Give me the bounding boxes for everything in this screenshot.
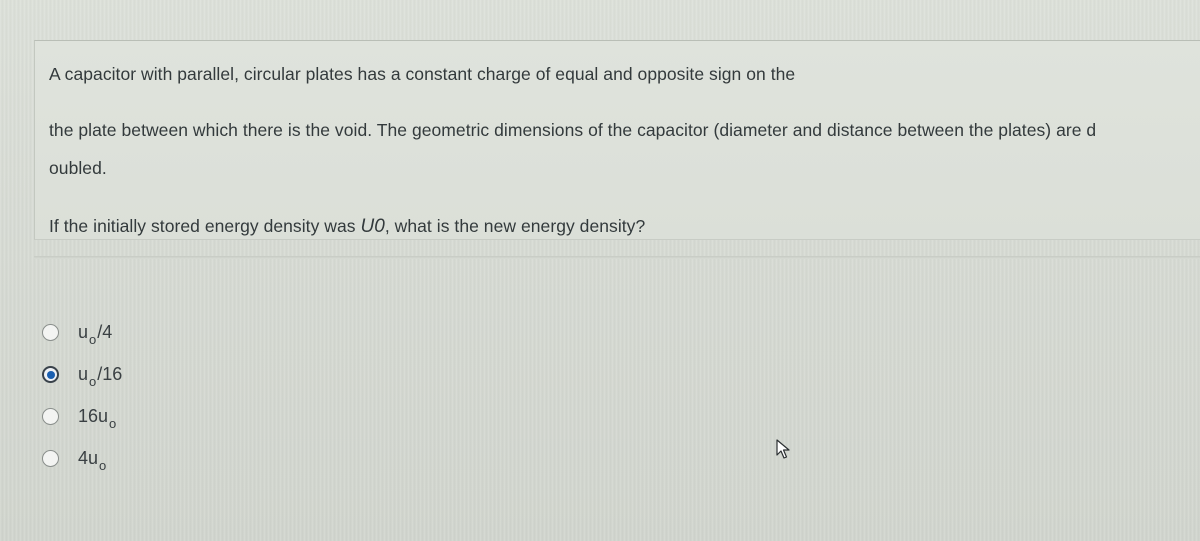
divider (34, 256, 1200, 259)
answer-option-1[interactable] (40, 320, 122, 362)
radio-button-icon[interactable] (42, 450, 59, 467)
question-text-line-2: the plate between which there is the void. The geometric dimensions of the capacitor (diameter and distance between the plates) are d (49, 120, 1097, 140)
answer-option-2[interactable] (40, 362, 122, 404)
question-prompt-prefix: If the initially stored energy density was (49, 216, 361, 236)
option-text-suffix: /16 (97, 364, 123, 384)
answer-option-3[interactable] (40, 404, 122, 446)
option-subscript: o (99, 458, 107, 473)
option-subscript: o (89, 332, 97, 347)
option-text: u (78, 364, 89, 384)
option-text: 16u (78, 406, 109, 426)
option-subscript: o (109, 416, 117, 431)
answer-option-label[interactable] (78, 404, 117, 436)
energy-density-symbol: U0 (360, 216, 385, 237)
question-prompt-suffix: , what is the new energy density? (384, 216, 646, 236)
answer-options (40, 320, 122, 488)
option-subscript: o (89, 374, 97, 389)
answer-option-label[interactable] (78, 320, 112, 352)
answer-option-label[interactable] (78, 446, 107, 478)
question-prompt (49, 215, 645, 238)
answer-option-4[interactable] (40, 446, 122, 488)
answer-option-label[interactable] (78, 362, 122, 394)
radio-button-icon[interactable] (42, 408, 59, 425)
question-text-line-1: A capacitor with parallel, circular plates has a constant charge of equal and opposite sign on the (49, 64, 796, 84)
mouse-pointer-icon (776, 439, 792, 459)
option-text-suffix: /4 (97, 322, 113, 342)
question-text-line-3: oubled. (49, 158, 107, 178)
option-text: 4u (78, 448, 99, 468)
question-card (34, 40, 1200, 240)
radio-button-icon[interactable] (42, 324, 59, 341)
radio-button-selected-icon[interactable] (42, 366, 59, 383)
option-text: u (78, 322, 89, 342)
